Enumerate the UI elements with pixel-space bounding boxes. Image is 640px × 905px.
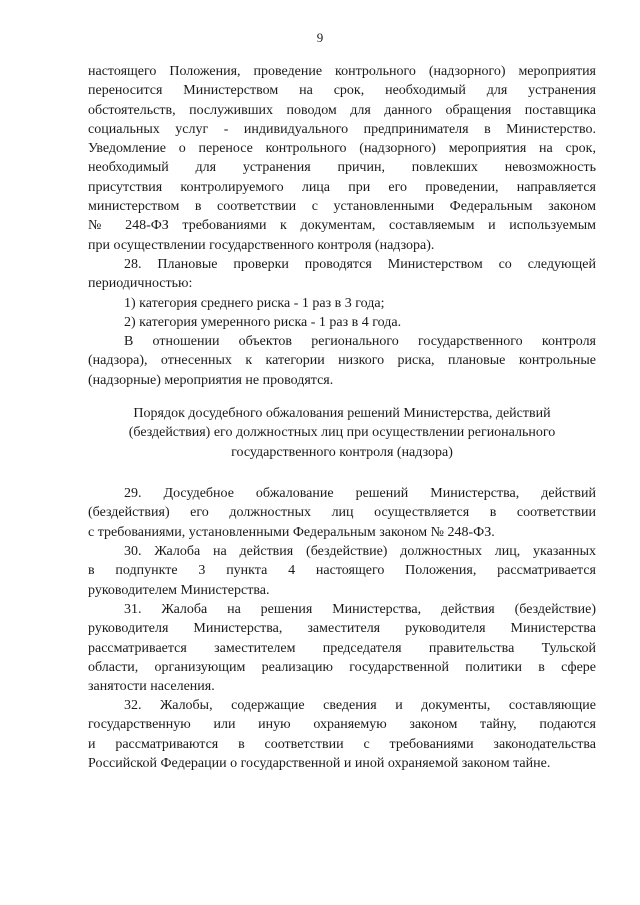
text-line: министерством в соответствии с установленными Федеральным законом	[88, 199, 596, 215]
text-line: переносится Министерством на срок, необходимый для устранения	[88, 83, 596, 99]
text-line: присутствия контролируемого лица при его проведении, направляется	[88, 179, 596, 195]
text-line: (бездействия) его должностных лиц осуществляется в соответствии	[88, 505, 596, 521]
text-line: руководителем Министерства.	[88, 582, 270, 598]
text-line: 29. Досудебное обжалование решений Министерства, действий	[124, 486, 596, 501]
text-line: занятости населения.	[88, 679, 215, 695]
text-line: социальных услуг - индивидуального предпринимателя в Министерство.	[88, 121, 596, 137]
text-line: Уведомление о переносе контрольного (надзорного) мероприятия на срок,	[88, 141, 596, 157]
text-line: 28. Плановые проверки проводятся Министерством со следующей	[124, 257, 596, 272]
paragraph-29	[88, 484, 596, 542]
paragraph-27-continuation	[88, 62, 596, 255]
text-line: настоящего Положения, проведение контрольного (надзорного) мероприятия	[88, 64, 596, 79]
text-line: (надзора), отнесенных к категории низкого риска, плановые контрольные	[88, 353, 596, 369]
text-line: 31. Жалоба на решения Министерства, действия (бездействие)	[124, 602, 596, 617]
text-line: периодичностью:	[88, 276, 193, 292]
text-line: (надзорные) мероприятия не проводятся.	[88, 372, 334, 388]
heading-line: Порядок досудебного обжалования решений Министерства, действий	[133, 406, 551, 421]
text-line: государственную или иную охраняемую законом тайну, подаются	[88, 717, 596, 733]
paragraph-31	[88, 600, 596, 696]
list-item: 2) категория умеренного риска - 1 раз в 4 года.	[124, 314, 402, 330]
text-line: рассматривается заместителем председателя правительства Тульской	[88, 640, 596, 656]
text-line: с требованиями, установленными Федеральным законом № 248-ФЗ.	[88, 524, 495, 540]
text-line: области, организующим реализацию государственной политики в сфере	[88, 659, 596, 675]
text-line: В отношении объектов регионального государственного контроля	[124, 334, 596, 350]
text-line: и рассматриваются в соответствии с требованиями законодательства	[88, 736, 596, 752]
text-line: в подпункте 3 пункта 4 настоящего Положения, рассматривается	[88, 563, 596, 579]
paragraph-32	[88, 696, 596, 773]
text-line: обстоятельств, послуживших поводом для данного обращения поставщика	[88, 102, 596, 118]
paragraph-30	[88, 542, 596, 600]
text-line: № 248-ФЗ требованиями к документам, составляемым и используемым	[88, 218, 596, 234]
paragraph-28	[88, 255, 596, 390]
text-line: 30. Жалоба на действия (бездействие) должностных лиц, указанных	[124, 544, 596, 559]
text-line: руководителя Министерства, заместителя руководителя Министерства	[88, 621, 596, 637]
text-line: необходимый для устранения причин, повлекших невозможность	[88, 160, 596, 176]
list-item: 1) категория среднего риска - 1 раз в 3 года;	[124, 295, 385, 311]
page-number: 9	[316, 30, 324, 45]
heading-line: государственного контроля (надзора)	[231, 444, 453, 460]
heading-line: (бездействия) его должностных лиц при осуществлении регионального	[128, 425, 556, 441]
section-heading	[88, 404, 596, 462]
text-line: при осуществлении государственного контроля (надзора).	[88, 237, 435, 253]
text-line: 32. Жалобы, содержащие сведения и документы, составляющие	[124, 698, 596, 713]
text-line: Российской Федерации о государственной и иной охраняемой законом тайне.	[88, 755, 551, 771]
